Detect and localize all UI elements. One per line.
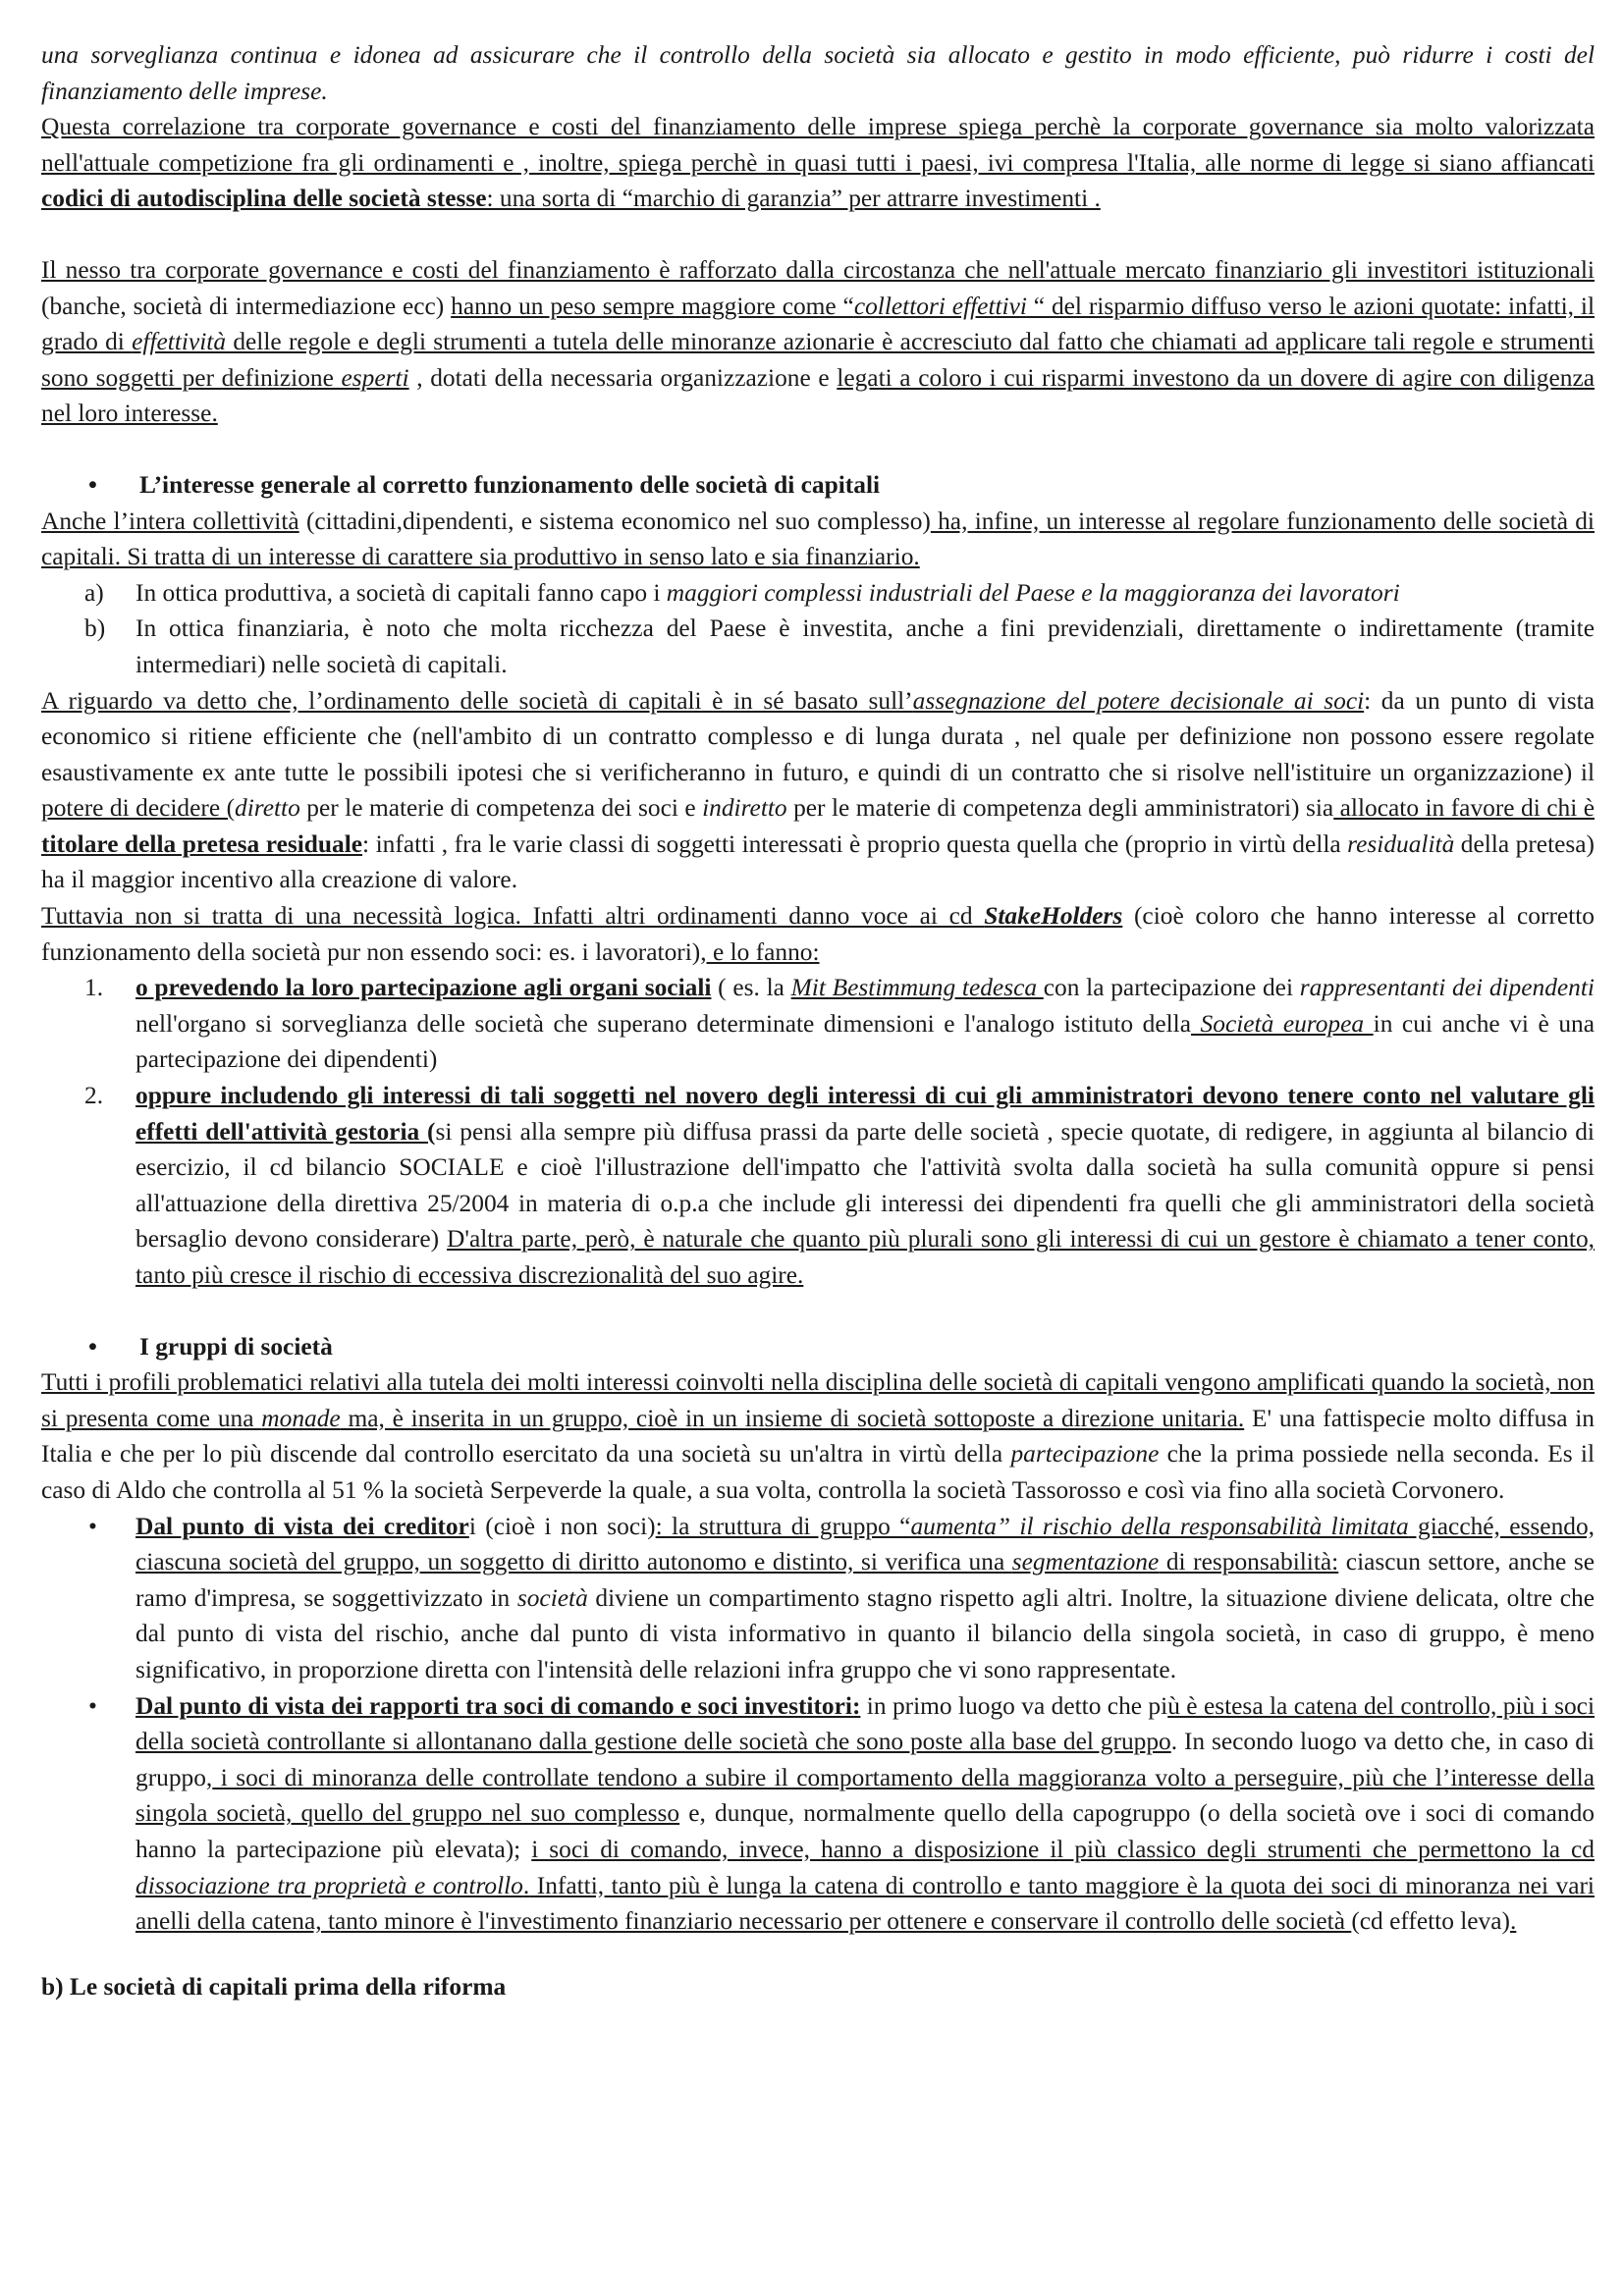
paragraph-correlation: Questa correlazione tra corporate governance e costi del finanziamento delle imprese spiega perchè la corporate governance sia molto valorizzata nell'attuale competizione fra gli ordinamenti e , inoltre, spiega perchè in quasi tutti i paesi, ivi compresa l'Italia, alle norme di legge si siano affiancati codici di autodisciplina delle società stesse: una sorta di “marchio di garanzia” per attrarre investimenti . [41,113,1595,213]
paragraph-intro [41,37,1595,109]
bullet-icon: • [88,1332,97,1361]
list-item-a: a) In ottica produttiva, a società di capitali fanno capo i maggiori complessi industriali del Paese e la maggioranza dei lavoratori [84,578,1400,607]
list-item-creditori: • Dal punto di vista dei creditori (cioè i non soci): la struttura di gruppo “aumenta” il rischio della responsabilità limitata giacché, essendo, ciascuna società del gruppo, un soggetto di diritto autonomo e distinto, si verifica una segmentazione di responsabilità: ciascun settore, anche se ramo d'impresa, se soggettivizzato in società diviene un compartimento stagno rispetto agli altri. Inoltre, la situazione diviene delicata, oltre che dal punto di vista del rischio, anche dal punto di vista informativo in quanto il bilancio della singola società, in caso di gruppo, è meno significativo, in proporzione diretta con l'intensità delle relazioni infra gruppo che vi sono rappresentate. [41,1509,1595,1688]
list-item-b: b) In ottica finanziaria, è noto che molta ricchezza del Paese è investita, anche a fini previdenziali, direttamente o indirettamente (tramite intermediari) nelle società di capitali. [84,614,1595,678]
list-item-soci: • Dal punto di vista dei rapporti tra soci di comando e soci investitori: in primo luogo va detto che più è estesa la catena del controllo, più i soci della società controllante si allontanano dalla gestione delle società che sono poste alla base del gruppo. In secondo luogo va detto che, in caso di gruppo, i soci di minoranza delle controllate tendono a subire il comportamento della maggioranza volto a perseguire, più che l’interesse della singola società, quello del gruppo nel suo complesso e, dunque, normalmente quello della capogruppo (o della società ove i soci di comando hanno la partecipazione più elevata); i soci di comando, invece, hanno a disposizione il più classico degli strumenti che permettono la cd dissociazione tra proprietà e controllo. Infatti, tanto più è lunga la catena di controllo e tanto maggiore è la quota dei soci di minoranza nei vari anelli della catena, tanto minore è l'investimento finanziario necessario per ottenere e conservare il controllo delle società (cd effetto leva). [41,1688,1595,1940]
emphasis-codici: codici di autodisciplina delle società stesse [41,185,487,213]
section-title: b) Le società di capitali prima della riforma [41,1972,507,2001]
paragraph-stakeholders: Tuttavia non si tratta di una necessità logica. Infatti altri ordinamenti danno voce ai cd StakeHolders (cioè coloro che hanno interesse al corretto funzionamento della società pur non essendo soci: es. i lavoratori), e lo fanno: [41,902,1595,966]
document-page [41,37,1595,2004]
paragraph-nesso: Il nesso tra corporate governance e costi del finanziamento è rafforzato dalla circostanza che nell'attuale mercato finanziario gli investitori istituzionali (banche, società di intermediazione ecc) hanno un peso sempre maggiore come “collettori effettivi “ del risparmio diffuso verso le azioni quotate: infatti, il grado di effettività delle regole e degli strumenti a tutela delle minoranze azionarie è accresciuto dal fatto che chiamati ad applicare tali regole e strumenti sono soggetti per definizione esperti , dotati della necessaria organizzazione e legati a coloro i cui risparmi investono da un dovere di agire con diligenza nel loro interesse. [41,255,1596,428]
paragraph-ordinamento: A riguardo va detto che, l’ordinamento delle società di capitali è in sé basato sull’assegnazione del potere decisionale ai soci: da un punto di vista economico si ritiene efficiente che (nell'ambito di un contratto complesso e di lunga durata , nel quale per definizione non possono essere regolate esaustivamente ex ante tutte le possibili ipotesi che si verificheranno in futuro, e quindi di un contratto che si risolve nell'istituire un organizzazione) il potere di decidere (diretto per le materie di competenza dei soci e indiretto per le materie di competenza degli amministratori) sia allocato in favore di chi è titolare della pretesa residuale: infatti , fra le varie classi di soggetti interessati è proprio questa quella che (proprio in virtù della residualità della pretesa) ha il maggior incentivo alla creazione di valore. [41,686,1596,894]
heading-interesse-generale: • L’interesse generale al corretto funzionamento delle società di capitali [41,467,1595,504]
bullet-icon: • [88,470,97,499]
intro-text: una sorveglianza continua e idonea ad assicurare che il controllo della società sia allocato e gestito in modo efficiente, può ridurre i costi del finanziamento delle imprese. [41,41,1595,105]
bullet-icon: • [88,1512,97,1540]
paragraph-collettivita: Anche l’intera collettività (cittadini,dipendenti, e sistema economico nel suo complesso) ha, infine, un interesse al regolare funzionamento delle società di capitali. Si tratta di un interesse di carattere sia produttivo in senso lato e sia finanziario. [41,507,1595,571]
heading-gruppi: • I gruppi di società [41,1329,1595,1365]
paragraph-gruppi: Tutti i profili problematici relativi alla tutela dei molti interessi coinvolti nella disciplina delle società di capitali vengono amplificati quando la società, non si presenta come una monade ma, è inserita in un gruppo, cioè in un insieme di società sottoposte a direzione unitaria. E' una fattispecie molto diffusa in Italia e che per lo più discende dal controllo esercitato da una società su un'altra in virtù della partecipazione che la prima possiede nella seconda. Es il caso di Aldo che controlla al 51 % la società Serpeverde la quale, a sua volta, controlla la società Tassorosso e così via fino alla società Corvonero. [41,1368,1595,1504]
list-item-2: 2. oppure includendo gli interessi di tali soggetti nel novero degli interessi di cui gli amministratori devono tenere conto nel valutare gli effetti dell'attività gestoria (si pensi alla sempre più diffusa prassi da parte delle società , specie quotate, di redigere, in aggiunta al bilancio di esercizio, il cd bilancio SOCIALE e cioè l'illustrazione dell'impatto che l'attività svolta dalla società ha sulla comunità oppure si pensi all'attuazione della direttiva 25/2004 in materia di o.p.a che include gli interessi dei dipendenti fra quelli che gli amministratori della società bersaglio devono considerare) D'altra parte, però, è naturale che quanto più plurali sono gli interessi di cui un gestore è chiamato a tener conto, tanto più cresce il rischio di eccessiva discrezionalità del suo agire. [84,1082,1595,1289]
bullet-icon: • [88,1691,97,1720]
list-item-1: 1. o prevedendo la loro partecipazione agli organi sociali ( es. la Mit Bestimmung tedesca con la partecipazione dei rappresentanti dei dipendenti nell'organo si sorveglianza delle società che superano determinate dimensioni e l'analogo istituto della Società europea in cui anche vi è una partecipazione dei dipendenti) [84,974,1595,1074]
